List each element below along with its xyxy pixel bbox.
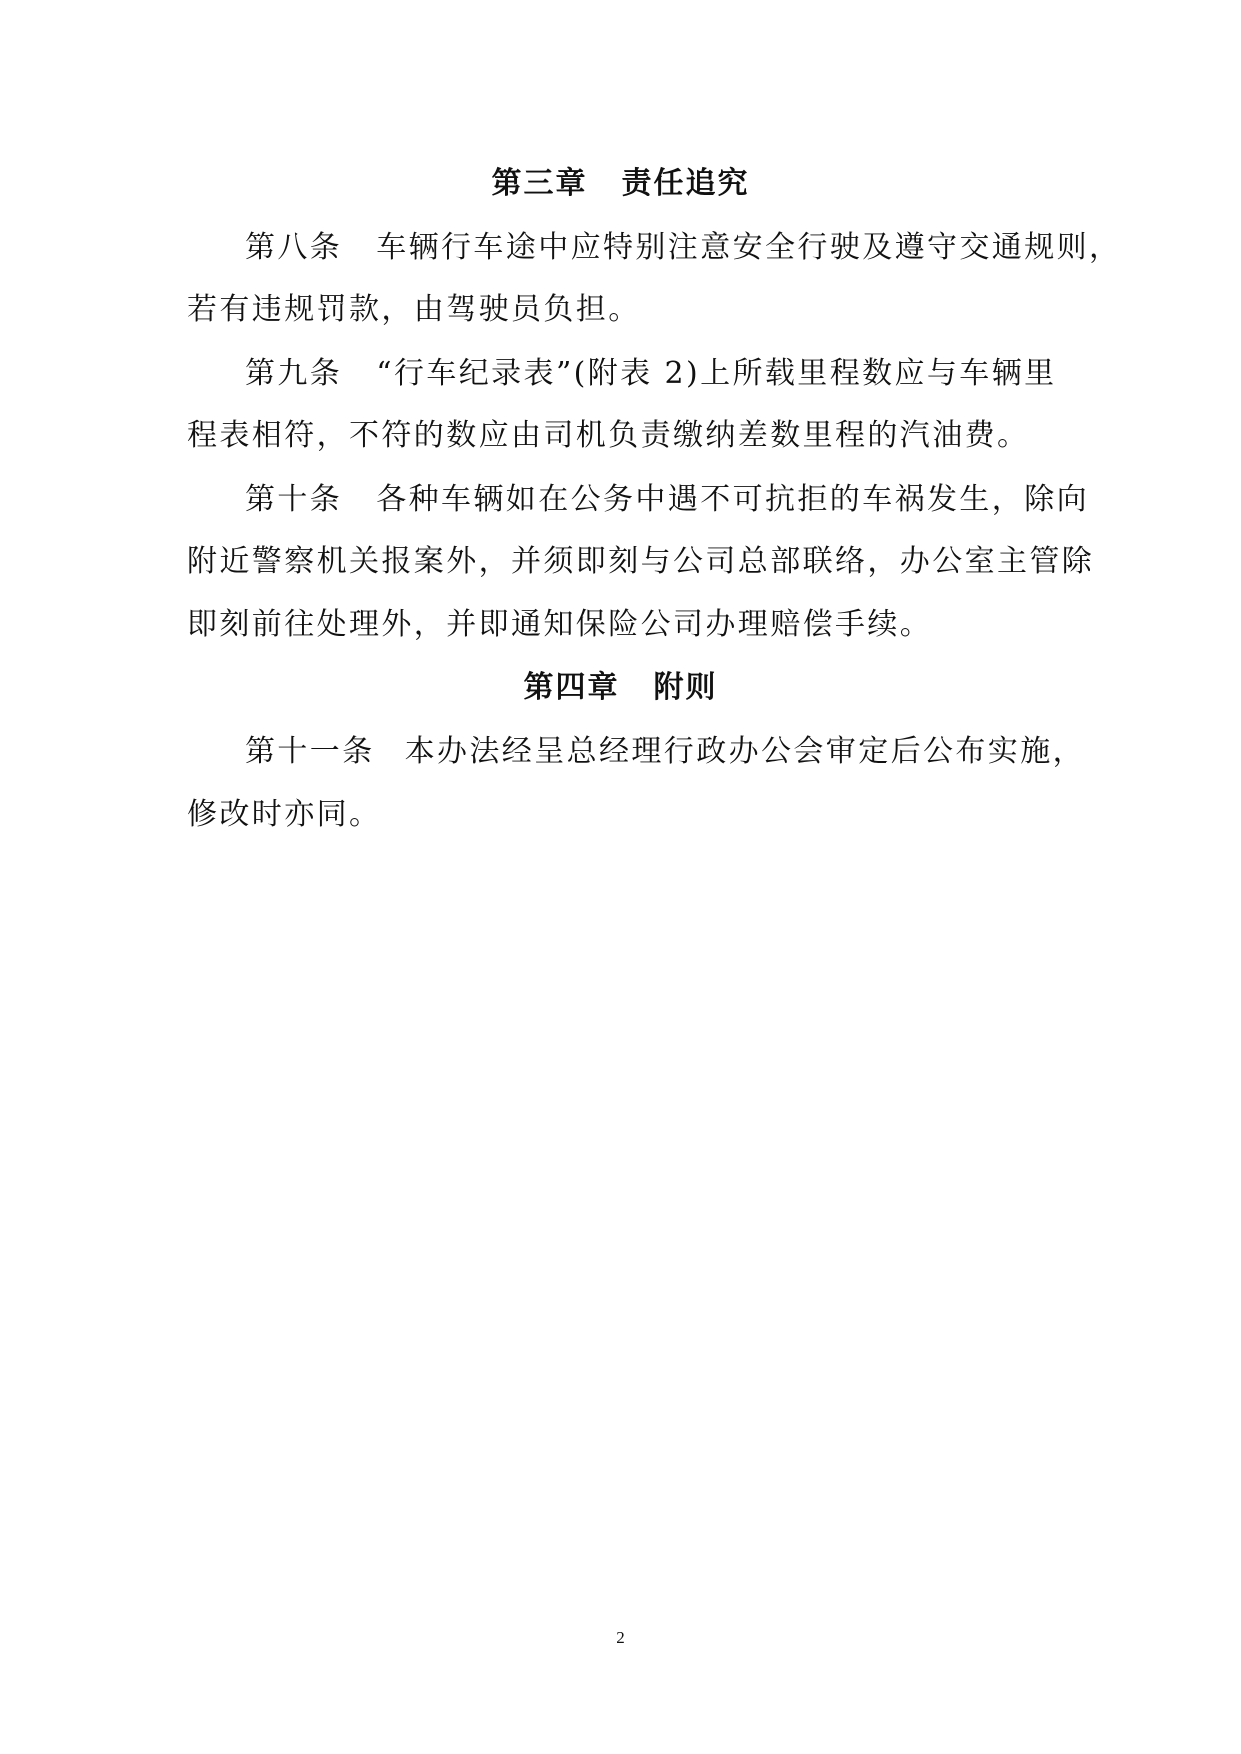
article-9-number: 第九条 [245,356,343,391]
article-8-line-2: 若有违规罚款，由驾驶员负担。 [187,292,641,327]
chapter-4-number: 第四章 [523,670,620,705]
chapter-3-title: 责任追究 [621,166,750,201]
page-number: 2 [616,1628,625,1647]
article-10-line-1 [245,480,1089,520]
chapter-4-heading [0,668,1241,708]
article-11-number: 第十一条 [245,734,375,769]
article-8-text-1: 车辆行车途中应特别注意安全行驶及遵守交通规则， [376,230,1122,265]
article-8-line-1 [245,228,1121,268]
article-11-text-1: 本办法经呈总经理行政办公会审定后公布实施， [404,734,1086,769]
article-8-number: 第八条 [245,230,343,265]
chapter-4-title: 附则 [653,670,718,705]
article-11-line-1 [245,732,1085,772]
article-9-line-1 [245,354,1057,394]
article-10-number: 第十条 [245,482,343,517]
chapter-3-heading [0,164,1241,204]
article-10-line-3: 即刻前往处理外，并即通知保险公司办理赔偿手续。 [187,607,933,642]
article-9-text-1: “行车纪录表”(附表 2)上所载里程数应与车辆里 [376,356,1057,391]
article-11-line-2: 修改时亦同。 [187,797,382,832]
article-10-text-1: 各种车辆如在公务中遇不可抗拒的车祸发生，除向 [376,482,1090,517]
article-10-line-2: 附近警察机关报案外，并须即刻与公司总部联络，办公室主管除 [187,544,1095,579]
chapter-3-number: 第三章 [491,166,588,201]
article-9-line-2: 程表相符，不符的数应由司机负责缴纳差数里程的汽油费。 [187,418,1030,453]
